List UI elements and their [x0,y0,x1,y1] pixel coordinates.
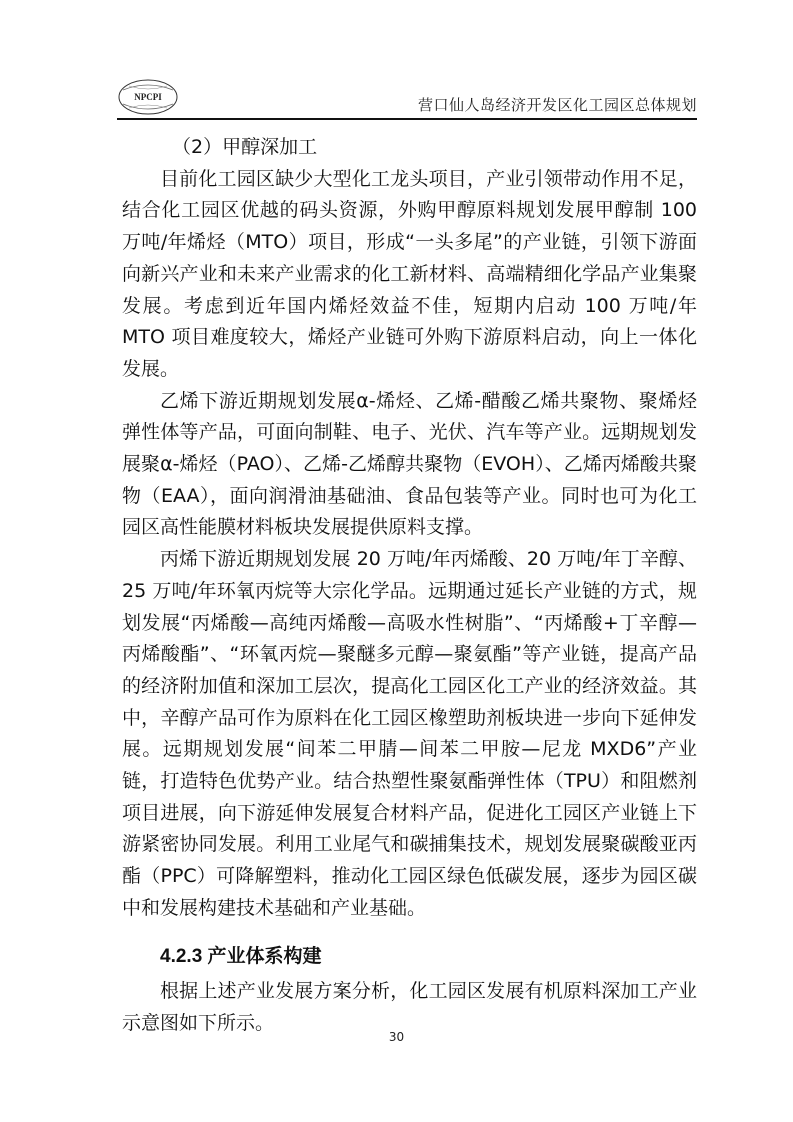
logo-text: NPCPI [134,92,162,102]
header-divider [117,118,697,120]
page-header [117,78,697,118]
page-number: 30 [388,1030,405,1044]
document-title: 营口仙人岛经济开发区化工园区总体规划 [417,96,697,114]
subsection-heading: （2）甲醇深加工 [172,136,318,158]
npcpi-logo-icon [117,78,179,116]
paragraph-propylene-downstream: 丙烯下游近期规划发展 20 万吨/年丙烯酸、20 万吨/年丁辛醇、25 万吨/年环氧丙烷等大宗化学品。远期通过延长产业链的方式，规划发展“丙烯酸—高纯丙烯酸—高吸水性树脂”、“丙烯酸+丁辛醇—丙烯酸酯”、“环氧丙烷—聚醚多元醇—聚氨酯”等产业链，提高产品的经济附加值和深加工层次，提高化工园区化工产业的经济效益。其中，辛醇产品可作为原料在化工园区橡塑助剂板块进一步向下延伸发展。远期规划发展“间苯二甲腈—间苯二甲胺—尼龙 MXD6”产业链，打造特色优势产业。结合热塑性聚氨酯弹性体（TPU）和阻燃剂项目进展，向下游延伸发展复合材料产品，促进化工园区产业链上下游紧密协同发展。利用工业尾气和碳捕集技术，规划发展聚碳酸亚丙酯（PPC）可降解塑料，推动化工园区绿色低碳发展，逐步为园区碳中和发展构建技术基础和产业基础。 [122,548,697,919]
section-heading: 4.2.3 产业体系构建 [160,945,322,967]
paragraph-methanol-overview: 目前化工园区缺少大型化工龙头项目，产业引领带动作用不足，结合化工园区优越的码头资源，外购甲醇原料规划发展甲醇制 100 万吨/年烯烃（MTO）项目，形成“一头多尾”的产业链，引领下游面向新兴产业和未来产业需求的化工新材料、高端精细化学品产业集聚发展。考虑到近年国内烯烃效益不佳，短期内启动 100 万吨/年 MTO 项目难度较大，烯烃产业链可外购下游原料启动，向上一体化发展。 [122,167,697,380]
paragraph-industry-system: 根据上述产业发展方案分析，化工园区发展有机原料深加工产业示意图如下所示。 [122,980,697,1034]
page-body [122,132,697,1040]
paragraph-ethylene-downstream: 乙烯下游近期规划发展α-烯烃、乙烯-醋酸乙烯共聚物、聚烯烃弹性体等产品，可面向制鞋、电子、光伏、汽车等产业。远期规划发展聚α-烯烃（PAO）、乙烯-乙烯醇共聚物（EVOH）、乙烯丙烯酸共聚物（EAA），面向润滑油基础油、食品包装等产业。同时也可为化工园区高性能膜材料板块发展提供原料支撑。 [122,389,697,539]
